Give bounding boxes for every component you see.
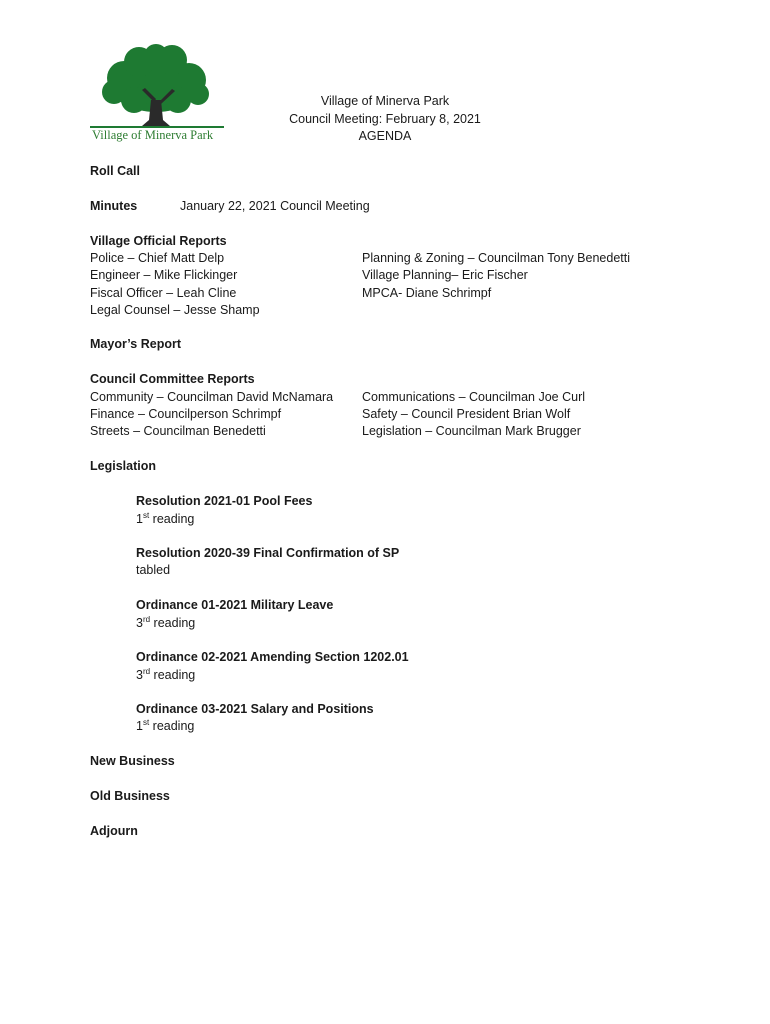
legislation-item-status: 1st reading [136,717,195,733]
legislation-item-title: Ordinance 03-2021 Salary and Positions [136,702,374,716]
minutes-heading: Minutes [90,199,138,213]
legislation-item-status: 3rd reading [136,614,196,630]
committee-report-item: Finance – Councilperson Schrimpf [90,407,282,421]
header-village-name: Village of Minerva Park [320,94,450,108]
new-business-heading: New Business [90,754,175,768]
legislation-item-title: Ordinance 01-2021 Military Leave [136,598,334,612]
village-logo [84,44,229,148]
committee-report-item: Safety – Council President Brian Wolf [362,407,571,421]
legislation-item-title: Resolution 2021-01 Pool Fees [136,494,313,508]
committee-report-item: Legislation – Councilman Mark Brugger [362,424,581,438]
adjourn-heading: Adjourn [90,824,138,838]
official-report-item: Engineer – Mike Flickinger [90,268,238,282]
legislation-heading: Legislation [90,459,156,473]
header-meeting-date: Council Meeting: February 8, 2021 [289,111,481,126]
old-business-heading: Old Business [90,789,170,803]
official-report-item: Fiscal Officer – Leah Cline [90,286,237,300]
official-report-item: Police – Chief Matt Delp [90,251,225,265]
legislation-item-title: Ordinance 02-2021 Amending Section 1202.01 [136,650,409,664]
committee-reports-heading: Council Committee Reports [90,372,255,386]
official-reports-heading: Village Official Reports [90,234,227,248]
mayors-report-heading: Mayor’s Report [90,337,181,351]
minutes-text: January 22, 2021 Council Meeting [180,199,370,213]
roll-call-heading: Roll Call [90,164,141,178]
tree-icon [84,44,229,130]
official-report-item: MPCA- Diane Schrimpf [362,286,492,300]
document-header [270,93,500,146]
committee-report-item: Communications – Councilman Joe Curl [362,390,586,404]
legislation-item-status: 1st reading [136,510,195,526]
official-report-item: Planning & Zoning – Councilman Tony Benedetti [362,251,630,265]
header-agenda-title: AGENDA [358,129,412,143]
legislation-item-title: Resolution 2020-39 Final Confirmation of SP [136,546,400,560]
legislation-item-status: 3rd reading [136,666,196,682]
committee-report-item: Streets – Councilman Benedetti [90,424,266,438]
committee-report-item: Community – Councilman David McNamara [90,390,334,404]
official-report-item: Village Planning– Eric Fischer [362,268,528,282]
legislation-item-status: tabled [136,563,171,577]
logo-text: Village of Minerva Park [92,128,214,142]
official-report-item: Legal Counsel – Jesse Shamp [90,303,260,317]
